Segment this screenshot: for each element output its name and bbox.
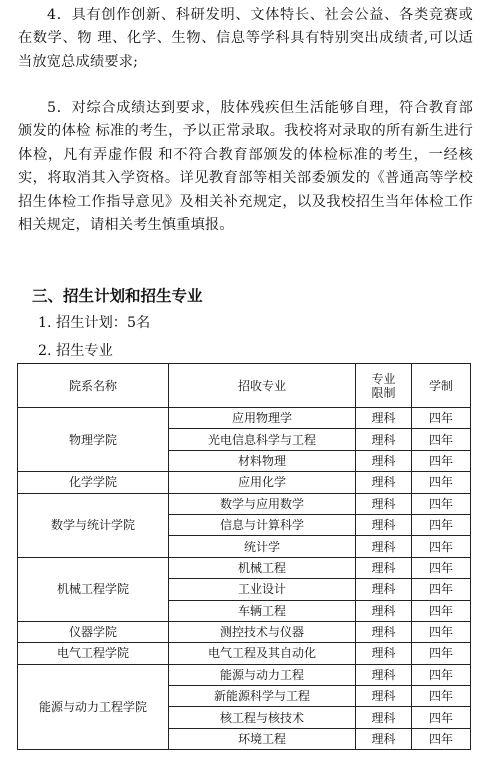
header-years: 学制 bbox=[412, 364, 471, 408]
majors-table bbox=[17, 363, 471, 750]
major-cell: 核工程与核技术 bbox=[169, 707, 356, 728]
header-limit-line2: 限制 bbox=[371, 385, 396, 400]
table-row bbox=[18, 408, 471, 429]
header-limit bbox=[356, 364, 412, 408]
major-cell: 统计学 bbox=[169, 536, 356, 557]
dept-cell: 电气工程学院 bbox=[18, 643, 169, 664]
dept-cell: 物理学院 bbox=[18, 408, 169, 472]
years-cell: 四年 bbox=[412, 450, 471, 471]
limit-cell: 理科 bbox=[356, 408, 412, 429]
limit-cell: 理科 bbox=[356, 621, 412, 642]
paragraph-item-5: 5．对综合成绩达到要求，肢体残疾但生活能够自理，符合教育部颁发的体检 标准的考生，予以正常录取。我校将对录取的所有新生进行体检，凡有弄虚作假 和不符合教育部颁发的体检标准的考生，一经核实，将取消其入学资格。详见教育部等相关部委颁发的《普通高等学校招生体检工作指导意见》及相关补充规定，以及我校招生当年体检工作相关规定，请相关考生慎重填报。 bbox=[18, 100, 473, 234]
limit-cell: 理科 bbox=[356, 686, 412, 707]
dept-cell: 能源与动力工程学院 bbox=[18, 664, 169, 750]
limit-cell: 理科 bbox=[356, 579, 412, 600]
limit-cell: 理科 bbox=[356, 707, 412, 728]
header-limit-line1: 专业 bbox=[371, 371, 396, 386]
majors-subheading: 2. 招生专业 bbox=[38, 343, 113, 359]
table-row bbox=[18, 472, 471, 493]
years-cell: 四年 bbox=[412, 493, 471, 514]
major-cell: 应用化学 bbox=[169, 472, 356, 493]
paragraph-item-4: 4．具有创作创新、科研发明、文体特长、社会公益、各类竞赛或在数学、物 理、化学、生物、信息等学科具有特别突出成绩者,可以适当放宽总成绩要求; bbox=[18, 7, 473, 70]
years-cell: 四年 bbox=[412, 472, 471, 493]
table-header-row bbox=[18, 364, 471, 408]
major-cell: 新能源科学与工程 bbox=[169, 686, 356, 707]
table-body bbox=[18, 408, 471, 750]
limit-cell: 理科 bbox=[356, 429, 412, 450]
major-cell: 光电信息科学与工程 bbox=[169, 429, 356, 450]
limit-cell: 理科 bbox=[356, 600, 412, 621]
table-row bbox=[18, 621, 471, 642]
years-cell: 四年 bbox=[412, 600, 471, 621]
table-row bbox=[18, 493, 471, 514]
years-cell: 四年 bbox=[412, 686, 471, 707]
section-heading: 三、招生计划和招生专业 bbox=[32, 287, 203, 305]
major-cell: 数学与应用数学 bbox=[169, 493, 356, 514]
years-cell: 四年 bbox=[412, 643, 471, 664]
dept-cell: 化学学院 bbox=[18, 472, 169, 493]
major-cell: 工业设计 bbox=[169, 579, 356, 600]
dept-cell: 仪器学院 bbox=[18, 621, 169, 642]
table-row bbox=[18, 643, 471, 664]
years-cell: 四年 bbox=[412, 514, 471, 535]
major-cell: 材料物理 bbox=[169, 450, 356, 471]
major-cell: 电气工程及其自动化 bbox=[169, 643, 356, 664]
limit-cell: 理科 bbox=[356, 728, 412, 749]
limit-cell: 理科 bbox=[356, 493, 412, 514]
limit-cell: 理科 bbox=[356, 472, 412, 493]
years-cell: 四年 bbox=[412, 664, 471, 685]
limit-cell: 理科 bbox=[356, 664, 412, 685]
years-cell: 四年 bbox=[412, 728, 471, 749]
major-cell: 信息与计算科学 bbox=[169, 514, 356, 535]
limit-cell: 理科 bbox=[356, 643, 412, 664]
table-row bbox=[18, 664, 471, 685]
header-major: 招收专业 bbox=[169, 364, 356, 408]
limit-cell: 理科 bbox=[356, 450, 412, 471]
dept-cell: 数学与统计学院 bbox=[18, 493, 169, 557]
major-cell: 应用物理学 bbox=[169, 408, 356, 429]
years-cell: 四年 bbox=[412, 429, 471, 450]
major-cell: 测控技术与仪器 bbox=[169, 621, 356, 642]
dept-cell: 机械工程学院 bbox=[18, 557, 169, 621]
table-row bbox=[18, 557, 471, 578]
major-cell: 机械工程 bbox=[169, 557, 356, 578]
major-cell: 能源与动力工程 bbox=[169, 664, 356, 685]
header-dept: 院系名称 bbox=[18, 364, 169, 408]
years-cell: 四年 bbox=[412, 707, 471, 728]
years-cell: 四年 bbox=[412, 536, 471, 557]
enrollment-plan-line: 1. 招生计划：5名 bbox=[38, 315, 151, 331]
years-cell: 四年 bbox=[412, 621, 471, 642]
years-cell: 四年 bbox=[412, 408, 471, 429]
major-cell: 环境工程 bbox=[169, 728, 356, 749]
limit-cell: 理科 bbox=[356, 536, 412, 557]
years-cell: 四年 bbox=[412, 557, 471, 578]
limit-cell: 理科 bbox=[356, 514, 412, 535]
years-cell: 四年 bbox=[412, 579, 471, 600]
major-cell: 车辆工程 bbox=[169, 600, 356, 621]
limit-cell: 理科 bbox=[356, 557, 412, 578]
